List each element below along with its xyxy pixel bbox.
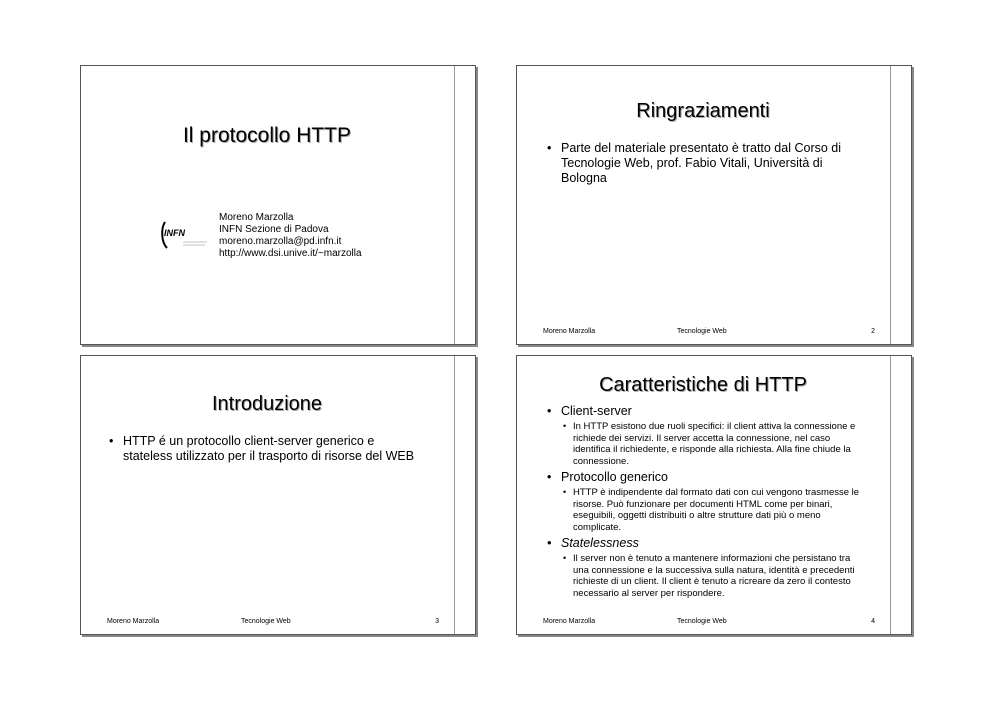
author-name: Moreno Marzolla: [219, 212, 294, 223]
footer-page: 4: [871, 618, 875, 625]
slide-title: Il protocollo HTTP: [182, 124, 352, 147]
footer-author: Moreno Marzolla: [543, 618, 596, 625]
slide-margin: [454, 66, 475, 344]
footer-author: Moreno Marzolla: [543, 328, 596, 335]
slide-3: [80, 355, 476, 635]
bullet-item: • Client-server: [547, 404, 867, 419]
footer-course: Tecnologie Web: [677, 618, 727, 625]
bullet-item: • HTTP é un protocollo client-server generico e stateless utilizzato per il trasporto di risorse del WEB: [109, 434, 427, 464]
footer-course: Tecnologie Web: [677, 328, 727, 335]
slide-4: [516, 355, 912, 635]
bullet-item: • Parte del materiale presentato è tratto dal Corso di Tecnologie Web, prof. Fabio Vitali, Università di Bologna: [547, 141, 867, 186]
bullet-list: [109, 434, 427, 464]
slide-title: Ringraziamenti: [636, 100, 770, 122]
author-affiliation: INFN Sezione di Padova: [219, 224, 329, 235]
slide-footer: [81, 618, 453, 628]
slide-margin: [890, 66, 911, 344]
slide-footer: [517, 328, 889, 338]
footer-course: Tecnologie Web: [241, 618, 291, 625]
author-url[interactable]: http://www.dsi.unive.it/~marzolla: [219, 248, 362, 259]
slide-margin: [890, 356, 911, 634]
infn-logo: [159, 214, 211, 256]
sub-bullet-item: • HTTP è indipendente dal formato dati con cui vengono trasmesse le risorse. Può funzionare per documenti HTML come per binari, eseguibili, oggetti distribuiti o altre strutture dati più o meno complicate.: [561, 487, 867, 533]
footer-page: 3: [435, 618, 439, 625]
slide-footer: [517, 618, 889, 628]
bullet-list: [547, 404, 867, 602]
slide-title: Introduzione: [211, 393, 323, 415]
bullet-list: [547, 141, 867, 186]
sub-bullet-item: • In HTTP esistono due ruoli specifici: il client attiva la connessione e richiede dei servizi. Il server accetta la connessione, nel caso identifica il richiedente, e risponde alla richiesta. Alla fine chiude la connessione.: [561, 421, 867, 467]
footer-page: 2: [871, 328, 875, 335]
bullet-item: • Statelessness: [547, 536, 867, 551]
bullet-item: • Protocollo generico: [547, 470, 867, 485]
footer-author: Moreno Marzolla: [107, 618, 160, 625]
slide-1: [80, 65, 476, 345]
slide-title: Caratteristiche di HTTP: [599, 374, 807, 396]
author-block: [219, 212, 362, 260]
infn-logo-text: INFN: [164, 228, 185, 238]
slide-margin: [454, 356, 475, 634]
author-email[interactable]: moreno.marzolla@pd.infn.it: [219, 236, 342, 247]
slide-2: [516, 65, 912, 345]
sub-bullet-item: • Il server non è tenuto a mantenere informazioni che persistano tra una connessione e la successiva sulla natura, identità e precedenti richieste di un client. Il client è tenuto a ricreare da zero il contesto necessario al server per rispondere.: [561, 553, 867, 599]
